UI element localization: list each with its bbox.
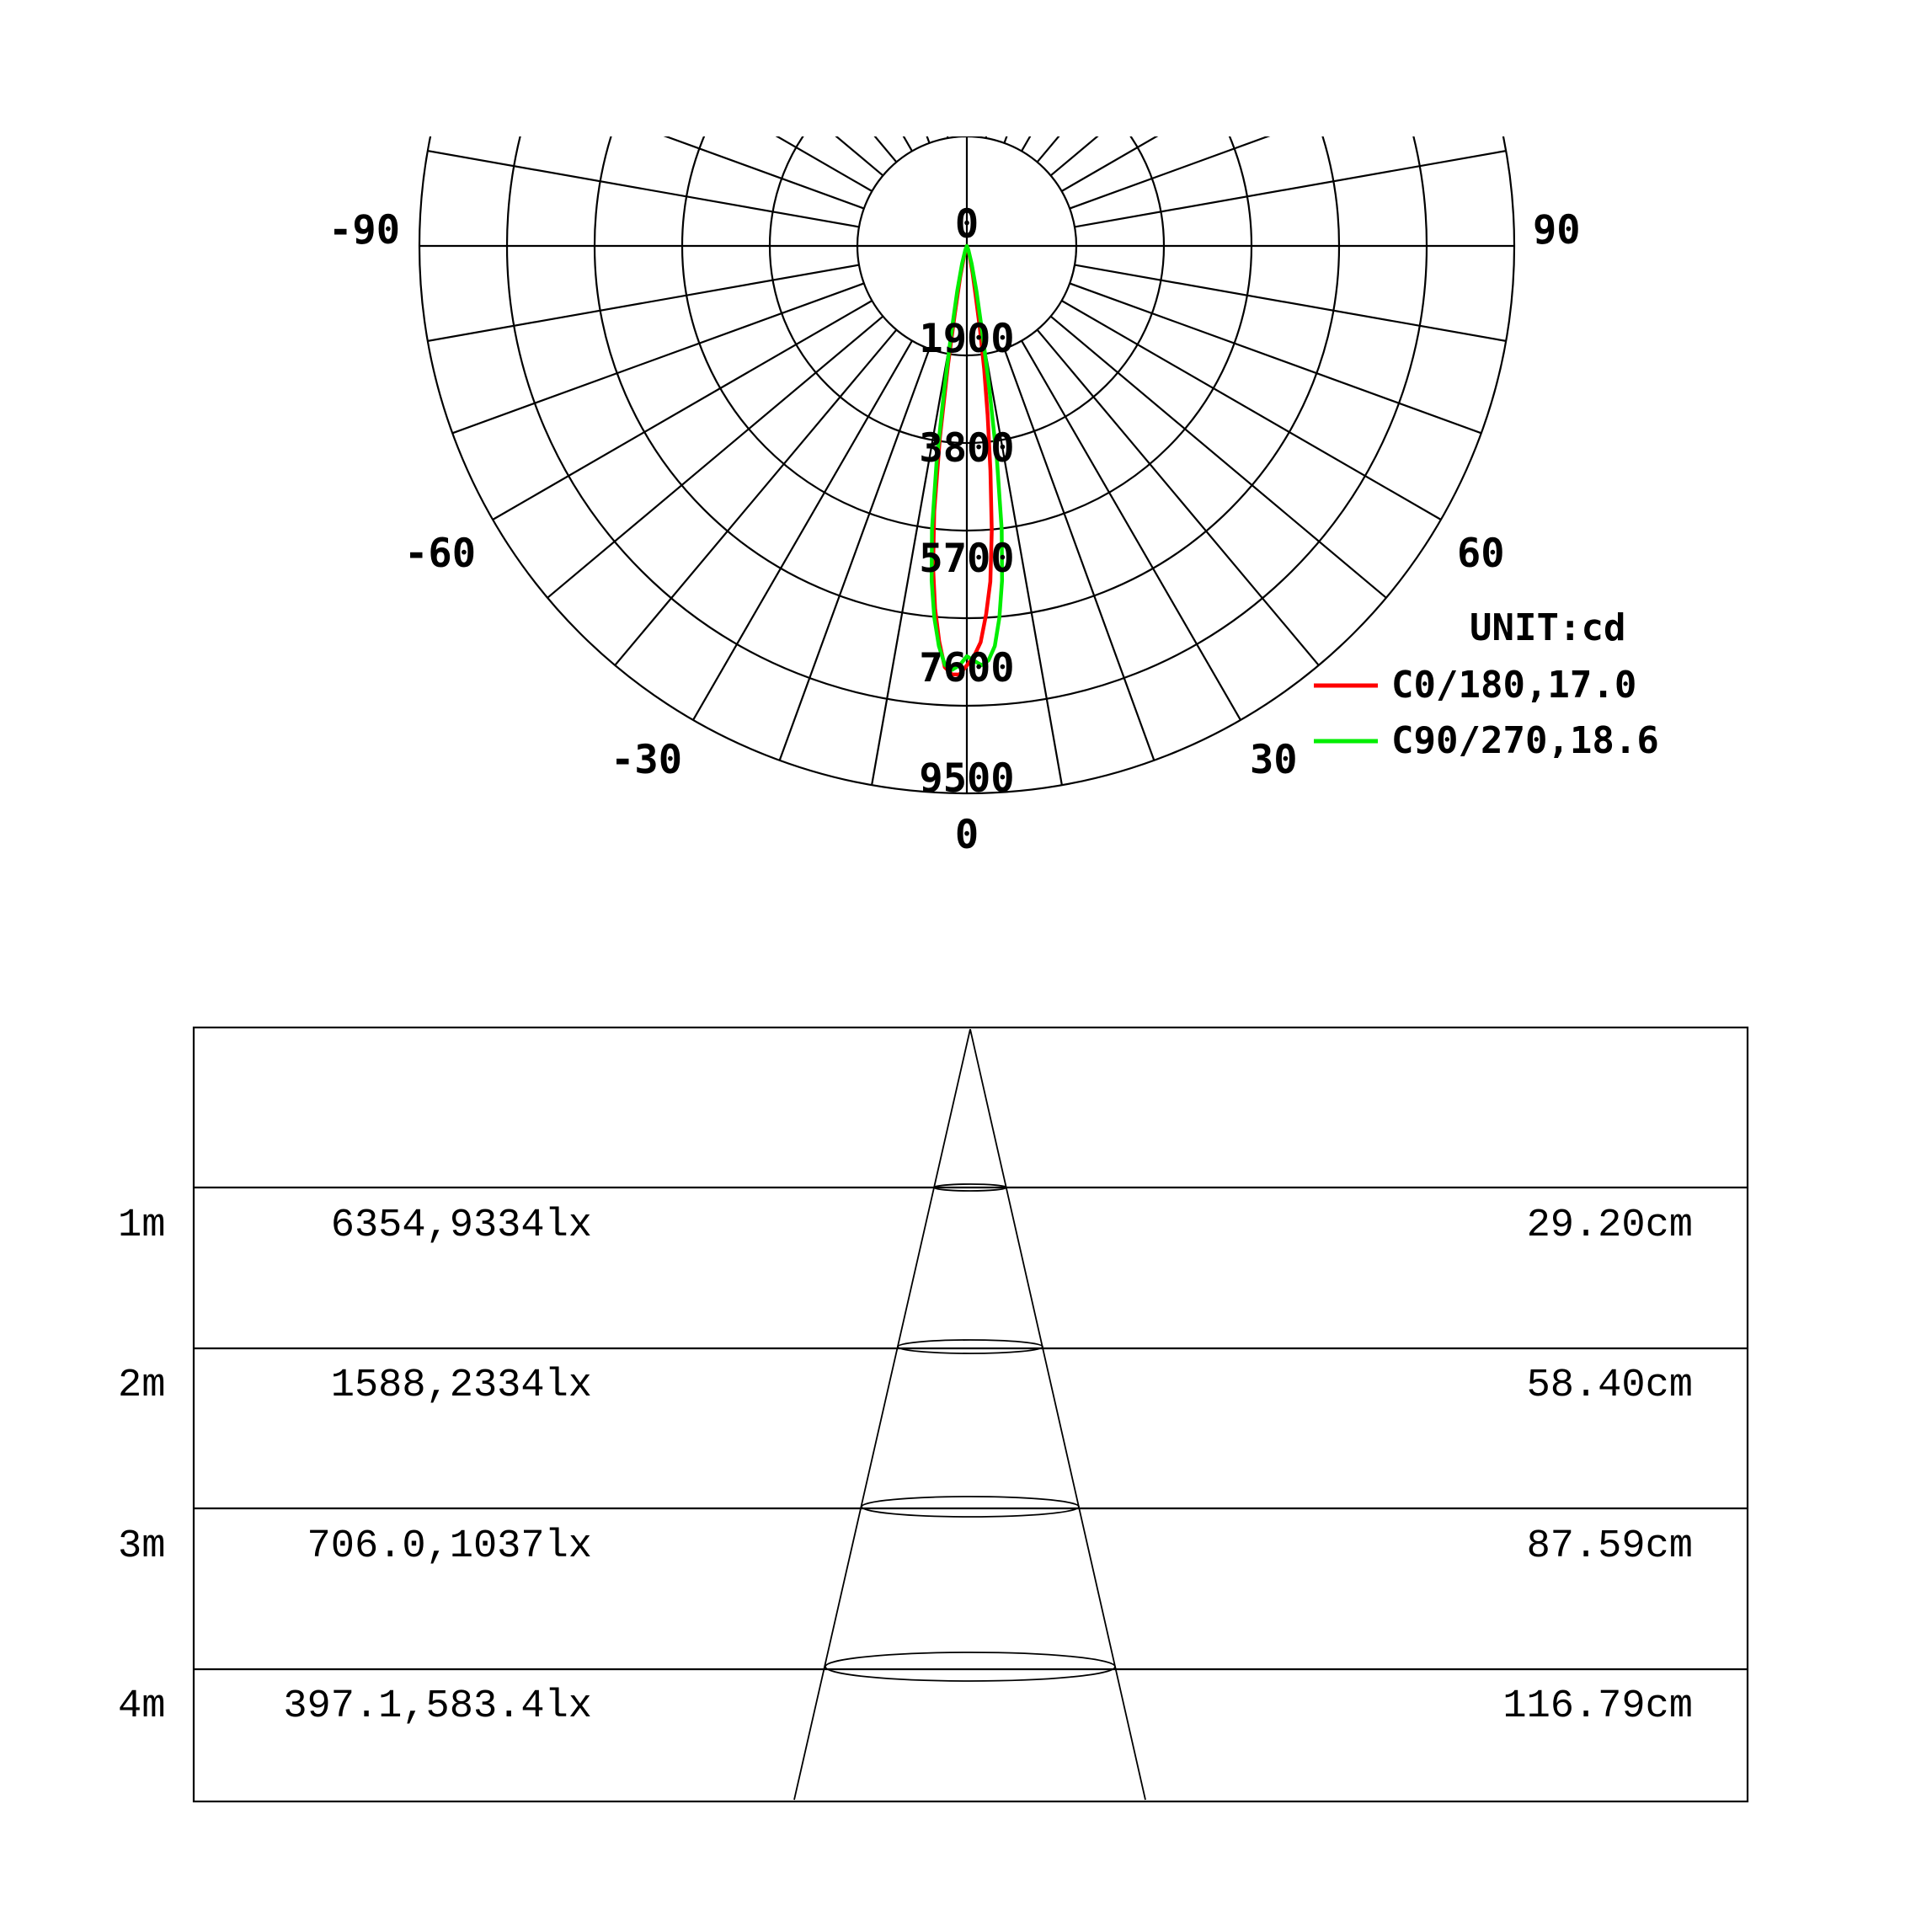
table-row-4-illuminance: 397.1,583.4lx (283, 1684, 592, 1729)
polar-spoke-70 (1070, 283, 1481, 433)
table-row-1-distance: 1m (118, 1203, 166, 1248)
polar-spoke-neg70 (452, 283, 864, 433)
polar-spoke-110 (1070, 59, 1481, 209)
polar-spoke-neg40 (615, 330, 896, 665)
legend-label-c0-180: C0/180,17.0 (1391, 664, 1637, 707)
polar-spoke-100 (1075, 151, 1506, 227)
table-row-4-diameter: 116.79cm (1502, 1684, 1693, 1729)
cone-section-4m (825, 1652, 1115, 1681)
angle-tick-label-neg30: -30 (611, 737, 682, 783)
series-point-c90-270-25 (988, 386, 990, 388)
polar-spoke-neg120 (493, 0, 872, 191)
angle-tick-label-30: 30 (1250, 737, 1298, 783)
series-point-c90-270-27 (975, 290, 978, 292)
table-row-1-diameter: 29.20cm (1526, 1203, 1693, 1248)
table-row-2-diameter: 58.40cm (1526, 1364, 1693, 1408)
series-point-c0-180-21 (990, 530, 993, 532)
table-row-4-distance: 4m (118, 1684, 166, 1729)
legend (1314, 606, 1659, 762)
angle-tick-label-90: 90 (1533, 207, 1581, 254)
table-row-2-distance: 2m (118, 1364, 166, 1408)
polar-spoke-neg100 (428, 151, 859, 227)
series-point-c90-270-11 (933, 616, 936, 619)
radial-tick-label-2: 3800 (919, 425, 1015, 472)
polar-spoke-120 (1062, 0, 1441, 191)
angle-tick-label-0-top: 0 (954, 201, 979, 248)
series-point-c90-270-28 (970, 263, 973, 265)
table-row-3-distance: 3m (118, 1524, 166, 1569)
series-point-c90-270-4 (961, 263, 963, 265)
polar-spoke-20 (1004, 349, 1154, 761)
series-point-c90-270-3 (964, 249, 967, 252)
polar-chart (328, 0, 1659, 858)
radial-tick-label-5: 9500 (919, 755, 1015, 802)
radial-tick-label-4: 7600 (919, 645, 1015, 691)
polar-spoke-80 (1075, 265, 1506, 341)
series-point-c90-270-5 (956, 290, 958, 292)
series-point-c0-180-19 (985, 613, 987, 616)
series-point-c90-270-29 (967, 249, 969, 252)
polar-spoke-neg170 (872, 0, 947, 138)
polar-spoke-neg20 (780, 349, 930, 761)
polar-spoke-neg140 (615, 0, 896, 162)
cone-section-2m (898, 1340, 1043, 1353)
cone-section-3m (862, 1497, 1079, 1517)
cone-left-edge (794, 1029, 970, 1800)
table-row-2-illuminance: 1588,2334lx (330, 1364, 592, 1408)
table-row-3-diameter: 87.59cm (1526, 1524, 1693, 1569)
beam-cone (794, 1029, 1145, 1800)
radial-tick-label-3: 5700 (919, 536, 1015, 582)
series-point-c90-270-9 (931, 528, 933, 531)
polar-spoke-170 (986, 0, 1062, 138)
polar-spoke-140 (1038, 0, 1319, 162)
polar-spoke-50 (1051, 317, 1386, 598)
polar-spoke-150 (1022, 0, 1241, 151)
polar-spoke-neg150 (693, 0, 912, 151)
table-row-3-illuminance: 706.0,1037lx (307, 1524, 592, 1569)
legend-label-c90-270: C90/270,18.6 (1391, 719, 1659, 762)
angle-tick-label-neg60: -60 (404, 531, 476, 577)
series-point-c0-180-18 (979, 641, 982, 643)
cone-right-edge (970, 1029, 1145, 1800)
polar-spoke-neg80 (428, 265, 859, 341)
series-point-c0-180-23 (986, 414, 989, 417)
polar-spoke-neg130 (547, 0, 883, 175)
angle-tick-label-60: 60 (1457, 531, 1505, 577)
polar-spoke-160 (1004, 0, 1154, 143)
polar-spoke-130 (1051, 0, 1386, 175)
radial-tick-label-1: 1900 (919, 316, 1015, 362)
angle-tick-label-neg90: -90 (328, 207, 400, 254)
table-row-1-illuminance: 6354,9334lx (330, 1203, 592, 1248)
illuminance-table (118, 1027, 1748, 1801)
series-point-c90-270-7 (943, 386, 946, 388)
series-point-c90-270-23 (1001, 528, 1003, 531)
angle-tick-label-0-bottom: 0 (954, 812, 979, 858)
polar-spoke-neg110 (452, 59, 864, 209)
legend-unit-label: UNIT:cd (1470, 606, 1626, 649)
polar-spoke-neg50 (547, 317, 883, 598)
polar-spoke-40 (1038, 330, 1319, 665)
series-point-c90-270-21 (998, 616, 1001, 619)
polar-spoke-neg160 (780, 0, 930, 143)
